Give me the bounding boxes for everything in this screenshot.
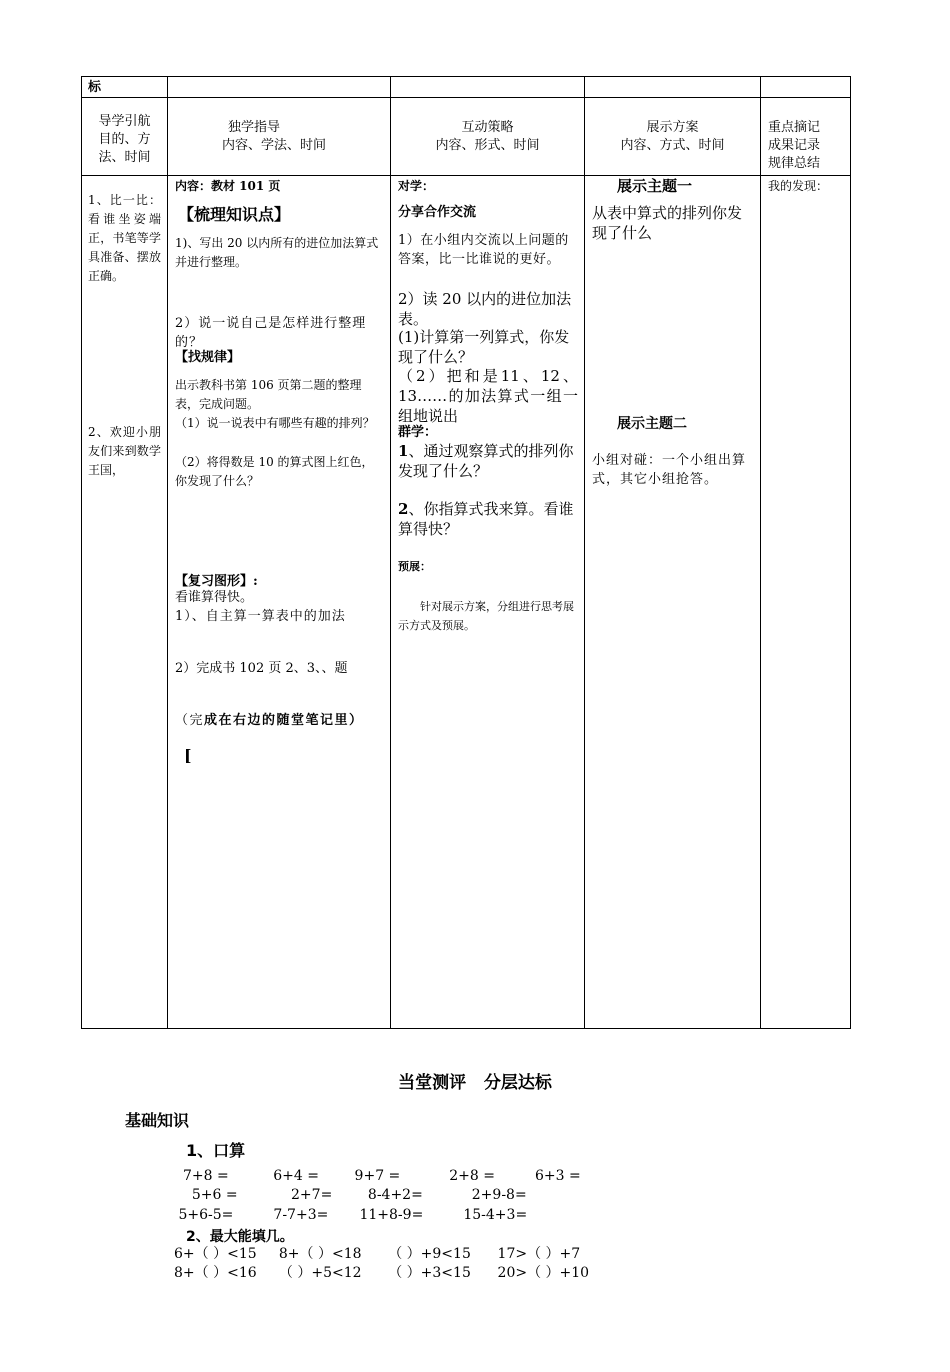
column-divider (167, 77, 168, 1028)
review-text: 看谁算得快。 (175, 590, 254, 605)
row-divider (82, 97, 850, 98)
preview-text: 针对展示方案，分组进行思考展示方式及预展。 (398, 600, 574, 632)
column-divider (390, 77, 391, 1028)
oral-calc-heading: 1、口算 (186, 1141, 246, 1160)
sort-knowledge-title: 【梳理知识点】 (178, 205, 291, 224)
column-divider (584, 77, 585, 1028)
sort-step-1: 1)、写出 20 以内所有的进位加法算式并进行整理。 (175, 236, 379, 269)
header-guide: 导学引航 目的、方 法、时间 (98, 114, 151, 165)
guide-item-2: 2、欢迎小朋友们来到数学王国， (88, 425, 161, 477)
find-rule-q1: （1）说一说表中有哪些有趣的排列？ (175, 416, 375, 430)
review-title: 【复习图形】: (175, 574, 258, 589)
preview-title: 预展： (398, 560, 431, 573)
header-display: 展示方案 内容、方式、时间 (620, 120, 725, 153)
basic-knowledge-heading: 基础知识 (125, 1111, 190, 1130)
max-fill-row: 8+（ ）<16 （ ）+5<12 （ ）+3<15 20>（ ）+10 (174, 1265, 590, 1281)
find-rule-text: 出示教科书第 106 页第二题的整理表，完成问题。 (175, 378, 362, 411)
notes-instruction: （完成在右边的随堂笔记里） (175, 713, 364, 728)
oral-calc-row: 7+8 = 6+4 = 9+7 = 2+8 = 6+3 = (183, 1168, 581, 1184)
display-theme-2: 展示主题二 (617, 416, 687, 432)
interaction-step-3: (1)计算第一列算式，你发现了什么？ (398, 328, 570, 366)
header-interaction: 互动策略 内容、形式、时间 (435, 120, 540, 153)
display-theme-1: 展示主题一 (617, 177, 693, 195)
group-study-title: 群学： (398, 425, 438, 440)
section-title: 当堂测评 分层达标 (398, 1073, 552, 1093)
interaction-step-4: （2）把和是11、12、13……的加法算式一组一组地说出 (398, 367, 578, 425)
lesson-plan-table (81, 76, 851, 1029)
group-step-2: 2、你指算式我来算。看谁算得快？ (398, 500, 574, 538)
open-bracket: [ (184, 746, 192, 765)
max-fill-heading: 2、最大能填几。 (186, 1229, 294, 1245)
group-step-1: 1、通过观察算式的排列你发现了什么？ (398, 442, 574, 480)
review-step-2: 2）完成书 102 页 2、3、、题 (175, 661, 348, 676)
find-rule-title: 【找规律】 (175, 350, 241, 365)
interaction-step-1: 1）在小组内交流以上问题的答案，比一比谁说的更好。 (398, 233, 569, 267)
guide-item-1: 1、比一比：看谁坐姿端正，书笔等学具准备、摆放正确。 (88, 193, 161, 283)
header-self-study: 独学指导 内容、学法、时间 (221, 120, 326, 153)
review-step-1: 1）、自主算一算表中的加法 (175, 609, 346, 624)
row-label: 标 (88, 80, 102, 95)
share-title: 分享合作交流 (398, 205, 477, 220)
header-notes: 重点摘记 成果记录 规律总结 (768, 120, 821, 171)
pair-study-title: 对学： (398, 179, 435, 193)
find-rule-q2: （2）将得数是 10 的算式图上红色，你发现了什么？ (175, 455, 374, 488)
row-divider (82, 175, 850, 176)
interaction-step-2: 2）读 20 以内的进位加法表。 (398, 290, 572, 328)
display-theme-2-text: 小组对碰：一个小组出算式，其它小组抢答。 (592, 453, 747, 487)
sort-step-2: 2）说一说自己是怎样进行整理的？ (175, 316, 367, 350)
oral-calc-row: 5+6-5= 7-7+3= 11+8-9= 15-4+3= (174, 1207, 528, 1223)
content-title: 内容：教材 101 页 (175, 179, 281, 193)
column-divider (760, 77, 761, 1028)
oral-calc-row: 5+6 = 2+7= 8-4+2= 2+9-8= (183, 1187, 527, 1203)
display-theme-1-text: 从表中算式的排列你发现了什么 (592, 204, 743, 242)
my-findings-label: 我的发现： (768, 179, 829, 193)
max-fill-row: 6+（ ）<15 8+（ ）<18 （ ）+9<15 17>（ ）+7 (174, 1246, 581, 1262)
